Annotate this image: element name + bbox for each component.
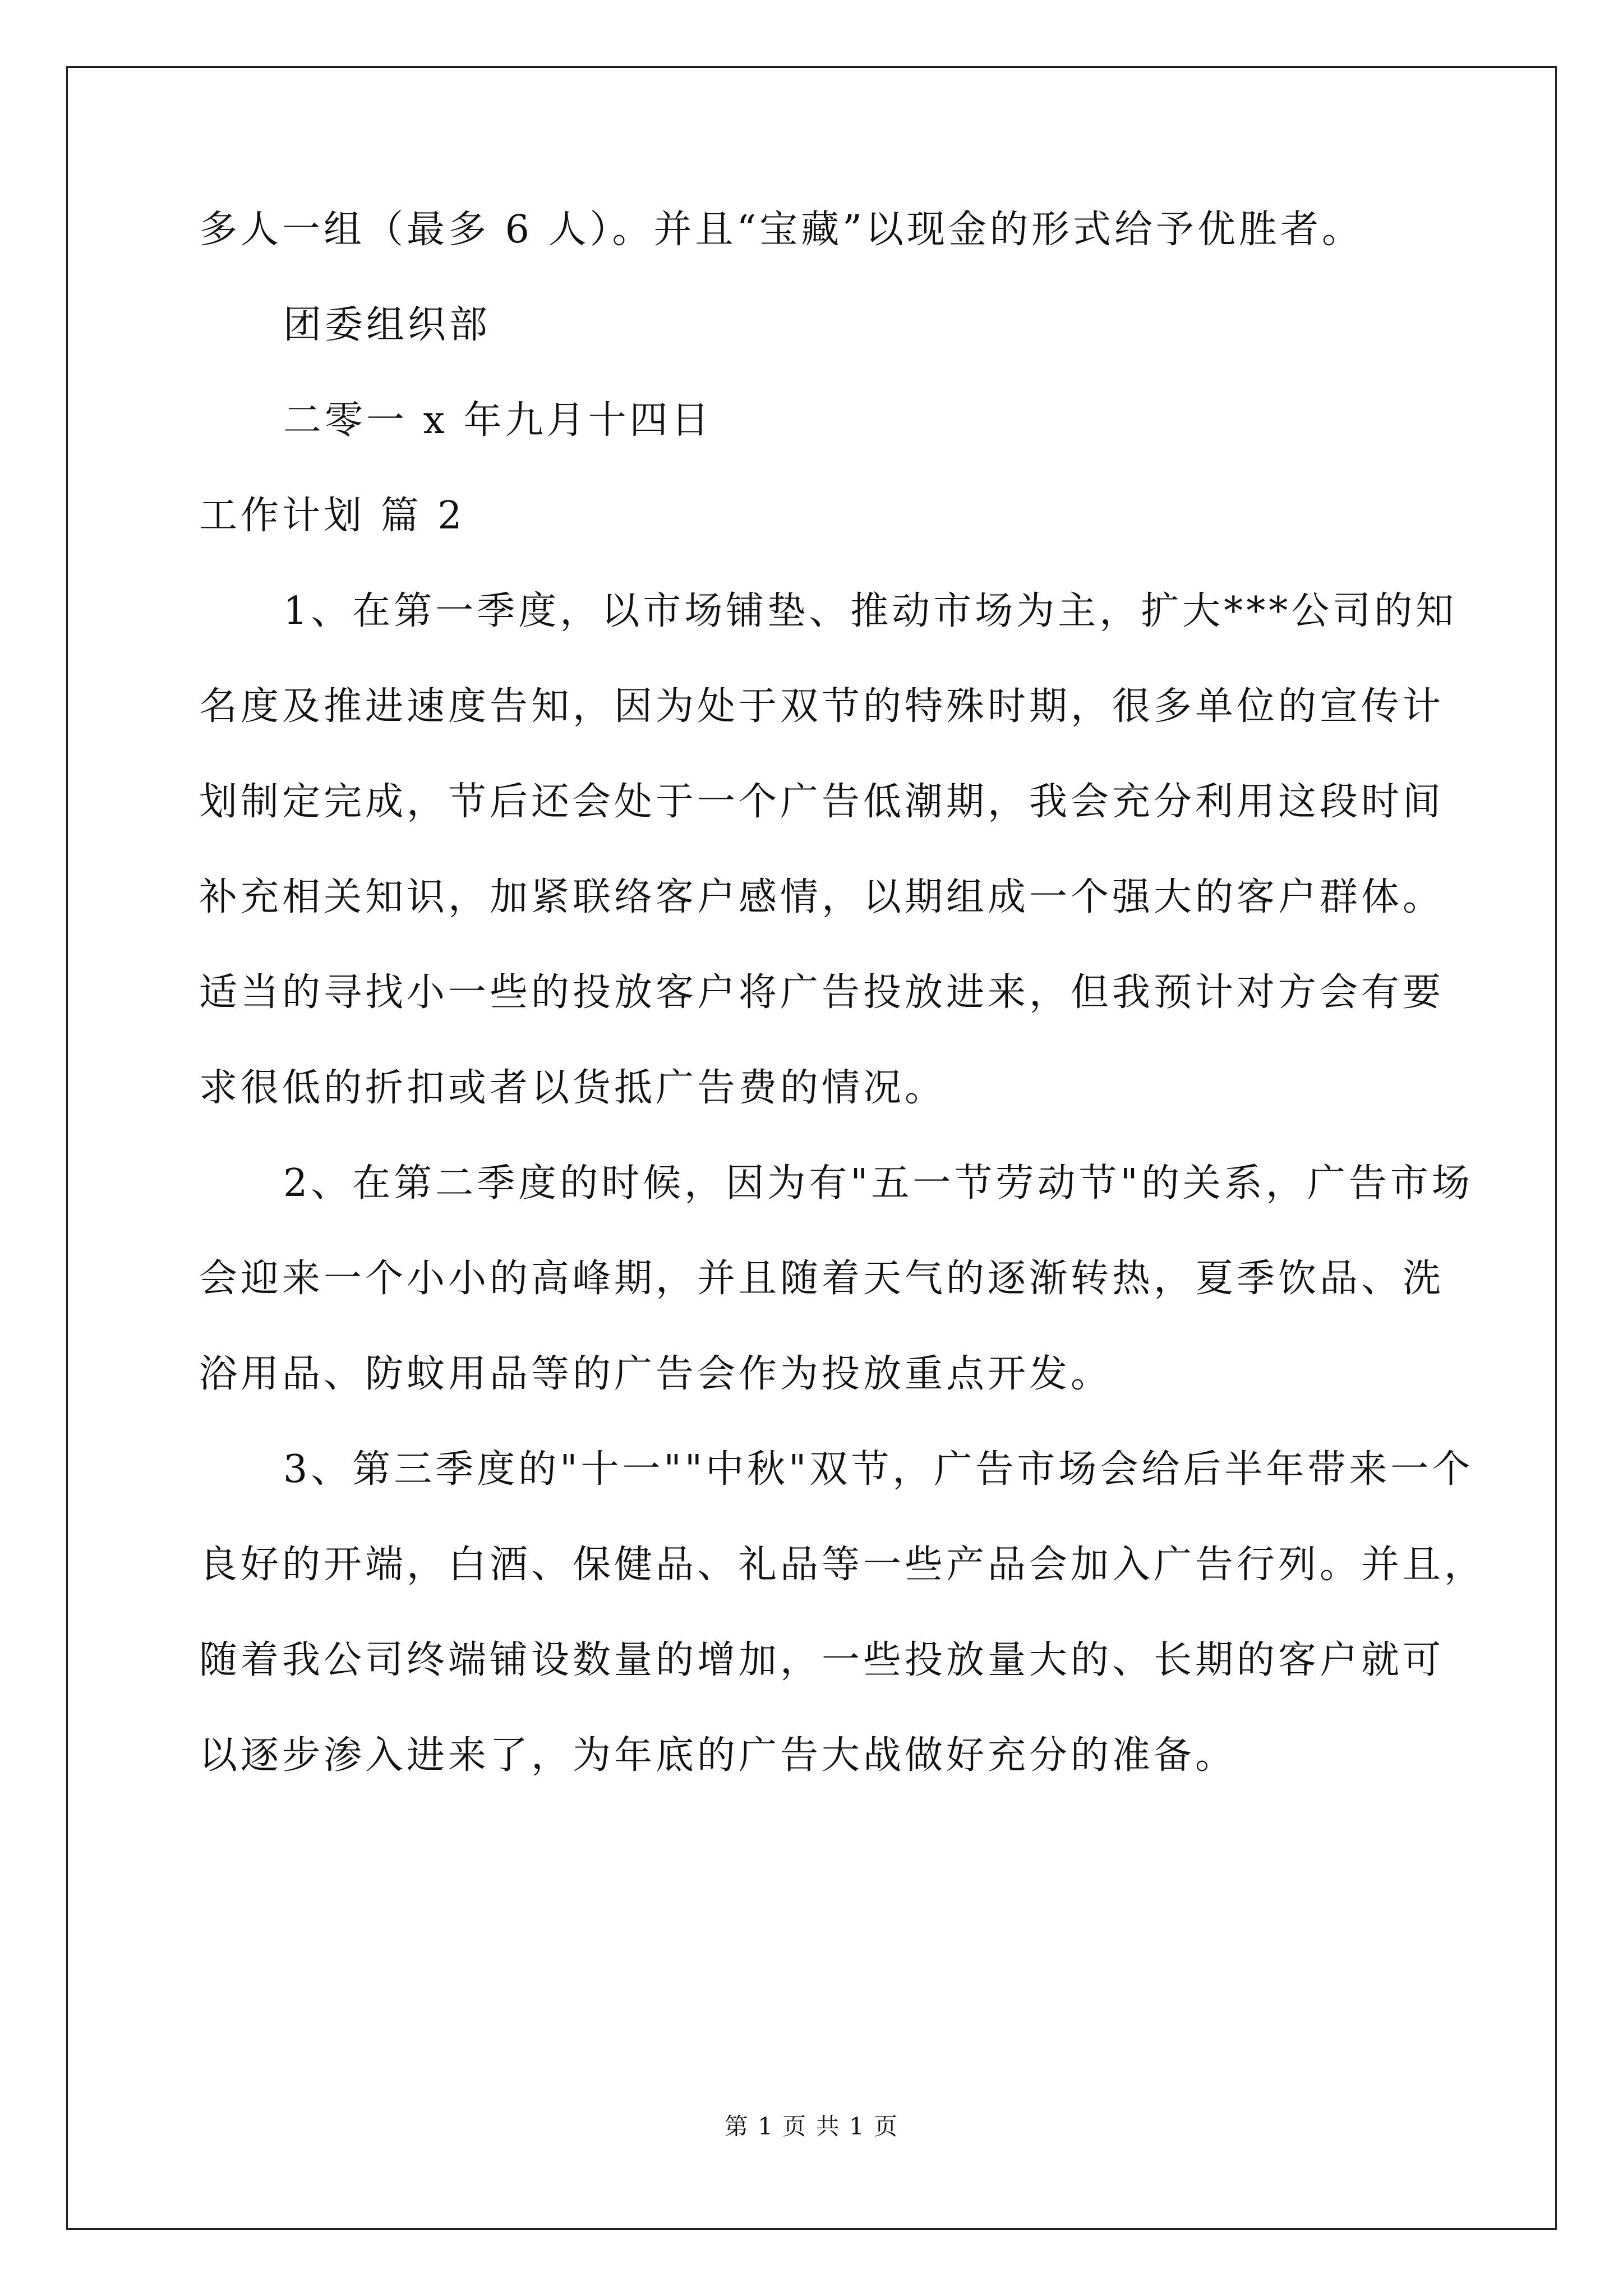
body-line: 1、在第一季度，以市场铺垫、推动市场为主，扩大***公司的知 <box>283 589 1458 633</box>
body-line: 适当的寻找小一些的投放客户将广告投放进来，但我预计对方会有要 <box>199 970 1445 1015</box>
body-line: 名度及推进速度告知，因为处于双节的特殊时期，很多单位的宣传计 <box>199 684 1445 729</box>
body-line: 求很低的折扣或者以货抵广告费的情况。 <box>199 1066 947 1110</box>
body-line: 补充相关知识，加紧联络客户感情，以期组成一个强大的客户群体。 <box>199 875 1445 919</box>
body-line: 随着我公司终端铺设数量的增加，一些投放量大的、长期的客户就可 <box>199 1638 1445 1682</box>
body-line: 多人一组（最多 6 人）。并且“宝藏”以现金的形式给予优胜者。 <box>199 208 1364 252</box>
section-heading: 工作计划 篇 2 <box>199 494 465 538</box>
signature-date: 二零一 x 年九月十四日 <box>283 398 713 443</box>
body-line: 良好的开端，白酒、保健品、礼品等一些产品会加入广告行列。并且， <box>199 1543 1486 1587</box>
page-border <box>66 66 1557 2230</box>
page-number-footer: 第 1 页 共 1 页 <box>724 2113 899 2140</box>
body-line: 3、第三季度的"十一""中秋"双节，广告市场会给后半年带来一个 <box>283 1447 1474 1492</box>
body-line: 浴用品、防蚊用品等的广告会作为投放重点开发。 <box>199 1352 1113 1396</box>
body-line: 会迎来一个小小的高峰期，并且随着天气的逐渐转热，夏季饮品、洗 <box>199 1257 1445 1301</box>
body-line: 划制定完成，节后还会处于一个广告低潮期，我会充分利用这段时间 <box>199 780 1445 824</box>
body-line: 2、在第二季度的时候，因为有"五一节劳动节"的关系，广告市场 <box>283 1161 1473 1205</box>
organization-signature: 团委组织部 <box>283 303 491 347</box>
body-line: 以逐步渗入进来了，为年底的广告大战做好充分的准备。 <box>199 1733 1237 1778</box>
